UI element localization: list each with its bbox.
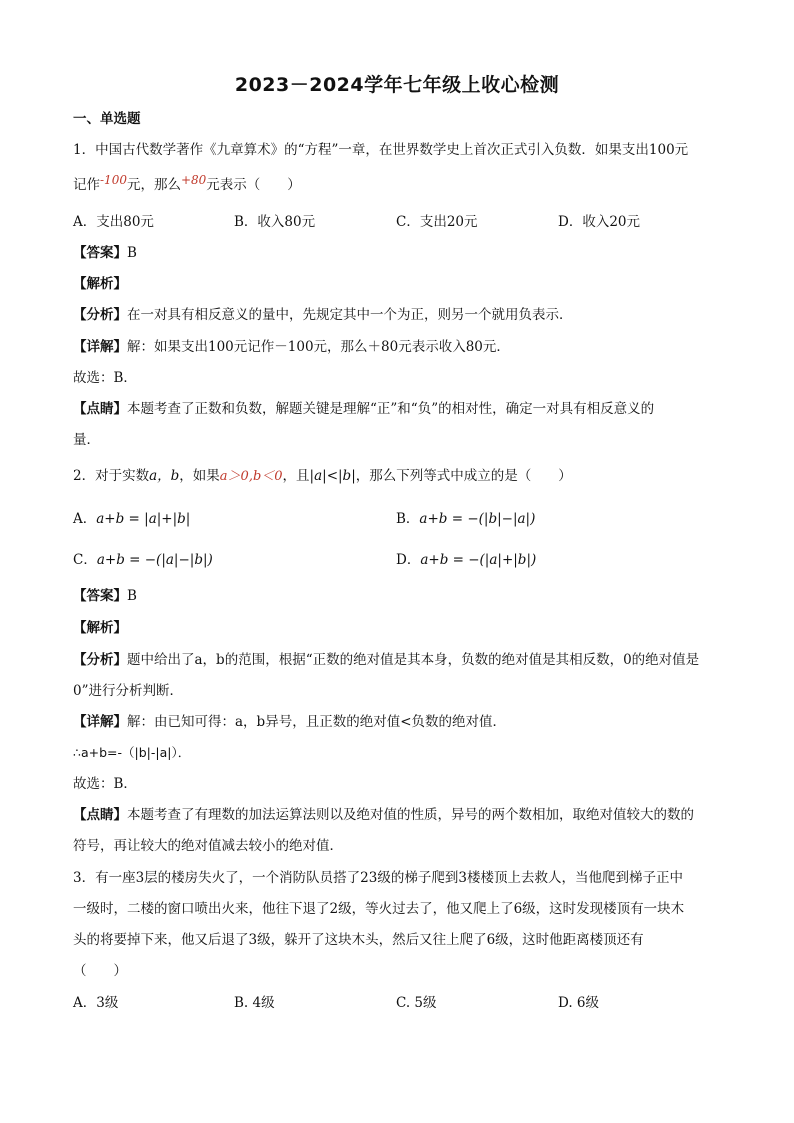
q1-stem-line-2 bbox=[73, 175, 301, 195]
q1-option-c: C．支出20元 bbox=[396, 214, 478, 230]
comment-tag: 【点睛】 bbox=[73, 401, 127, 417]
q2-detail bbox=[73, 712, 506, 732]
q1-jiexi-tag: 【解析】 bbox=[73, 276, 127, 292]
q2-option-a bbox=[73, 509, 190, 529]
comment-text: 本题考查了正数和负数，解题关键是理解“正”和“负”的相对性，确定一对具有相反意义的 bbox=[127, 401, 655, 417]
q1-comment bbox=[73, 399, 654, 419]
q2-condition: a＞0,b＜0 bbox=[219, 469, 283, 484]
q1-choice: 故选：B． bbox=[73, 370, 137, 386]
q2-option-d bbox=[396, 550, 536, 570]
option-formula: a+b = |a|+|b| bbox=[96, 511, 191, 527]
answer-value: B bbox=[127, 245, 137, 261]
analysis-tag: 【分析】 bbox=[73, 307, 127, 323]
detail-text: 解：如果支出100元记作－100元，那么＋80元表示收入80元． bbox=[127, 339, 510, 355]
q2-comment-cont: 符号，再让较大的绝对值减去较小的绝对值． bbox=[73, 838, 343, 854]
q2-jiexi-tag: 【解析】 bbox=[73, 620, 127, 636]
q3-option-a: A．3级 bbox=[73, 995, 119, 1011]
option-formula: a+b = −(|a|−|b|) bbox=[96, 552, 213, 568]
answer-tag: 【答案】 bbox=[73, 245, 127, 261]
option-label: C． bbox=[73, 552, 97, 568]
q2-comment bbox=[73, 805, 694, 825]
q1-option-b: B．收入80元 bbox=[234, 214, 316, 230]
q2-option-b bbox=[396, 509, 535, 529]
option-formula: a+b = −(|a|+|b|) bbox=[420, 552, 537, 568]
analysis-tag: 【分析】 bbox=[73, 652, 127, 668]
q2-therefore: ∴a+b=-（|b|-|a|）． bbox=[73, 745, 191, 760]
q3-option-c: C. 5级 bbox=[396, 995, 437, 1011]
comment-tag: 【点睛】 bbox=[73, 807, 127, 823]
comment-text: 本题考查了有理数的加法运算法则以及绝对值的性质，异号的两个数相加，取绝对值较大的数的 bbox=[127, 807, 694, 823]
detail-text: 解：由已知可得：a，b异号，且正数的绝对值<负数的绝对值． bbox=[127, 714, 507, 730]
q3-option-b: B. 4级 bbox=[234, 995, 275, 1011]
q1-analysis bbox=[73, 305, 573, 325]
q2-stem-text: ，且 bbox=[282, 468, 310, 484]
q1-option-a: A．支出80元 bbox=[73, 214, 154, 230]
q2-vars: a，b bbox=[149, 468, 180, 484]
q1-stem-text: 元表示（ ） bbox=[206, 177, 301, 193]
q2-analysis bbox=[73, 650, 699, 670]
detail-tag: 【详解】 bbox=[73, 714, 127, 730]
q1-math-plus80: +80 bbox=[180, 173, 207, 187]
q3-stem-line-4: （ ） bbox=[73, 963, 127, 979]
q2-stem-text: 2．对于实数 bbox=[73, 468, 150, 484]
answer-tag: 【答案】 bbox=[73, 588, 127, 604]
option-formula: a+b = −(|b|−|a|) bbox=[419, 511, 536, 527]
section-heading: 一、单选题 bbox=[73, 111, 141, 127]
q2-stem bbox=[73, 466, 572, 487]
q2-choice: 故选：B． bbox=[73, 776, 137, 792]
q3-stem-line-1: 3．有一座3层的楼房失火了，一个消防队员搭了23级的梯子爬到3楼楼顶上去救人，当他爬到梯子正中 bbox=[73, 870, 683, 886]
q3-stem-line-3: 头的将要掉下来，他又后退了3级，躲开了这块木头，然后又往上爬了6级，这时他距离楼顶还有 bbox=[73, 932, 644, 948]
q2-answer bbox=[73, 586, 137, 606]
q1-stem-text: 元，那么 bbox=[126, 177, 181, 193]
option-label: D． bbox=[396, 552, 421, 568]
q2-stem-text: ，如果 bbox=[179, 468, 220, 484]
q1-detail bbox=[73, 337, 510, 357]
detail-tag: 【详解】 bbox=[73, 339, 127, 355]
q3-option-d: D. 6级 bbox=[558, 995, 600, 1011]
q1-option-d: D．收入20元 bbox=[558, 214, 641, 230]
option-label: B． bbox=[396, 511, 420, 527]
q1-math-minus100: -100 bbox=[100, 173, 127, 187]
analysis-text: 在一对具有相反意义的量中，先规定其中一个为正，则另一个就用负表示． bbox=[127, 307, 573, 323]
option-label: A． bbox=[73, 511, 97, 527]
q3-stem-line-2: 一级时，二楼的窗口喷出火来，他往下退了2级，等火过去了，他又爬上了6级，这时发现楼顶有一块木 bbox=[73, 901, 685, 917]
answer-value: B bbox=[127, 588, 137, 604]
q1-stem-line-1: 1．中国古代数学著作《九章算术》的“方程”一章，在世界数学史上首次正式引入负数．如果支出100元 bbox=[73, 142, 689, 158]
q2-option-c bbox=[73, 550, 213, 570]
q1-answer bbox=[73, 243, 137, 263]
q1-comment-cont: 量． bbox=[73, 432, 100, 448]
q2-stem-text: ，那么下列等式中成立的是（ ） bbox=[355, 468, 572, 484]
q1-stem-text: 记作 bbox=[73, 177, 100, 193]
q2-analysis-cont: 0”进行分析判断． bbox=[73, 683, 183, 699]
q2-abs-condition: |a|<|b| bbox=[309, 468, 356, 484]
analysis-text: 题中给出了a，b的范围，根据“正数的绝对值是其本身，负数的绝对值是其相反数，0的绝对值是 bbox=[127, 652, 700, 668]
document-title: 2023－2024学年七年级上收心检测 bbox=[234, 74, 560, 96]
